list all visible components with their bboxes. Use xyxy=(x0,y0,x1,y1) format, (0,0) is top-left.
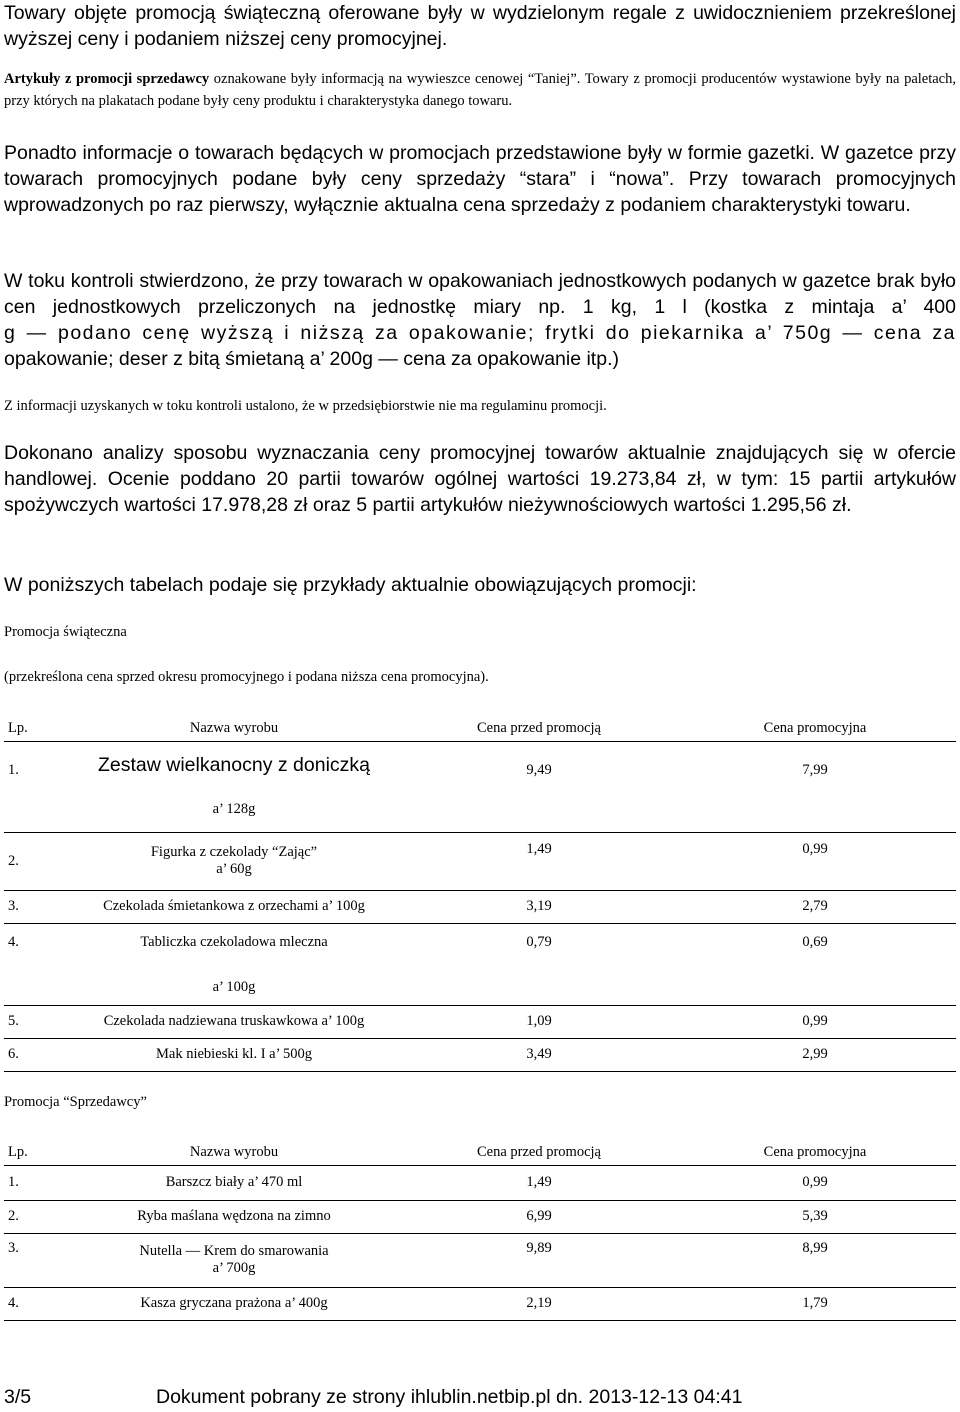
row-name-main: Zestaw wielkanocny z doniczką xyxy=(97,753,371,776)
row-before: 9,49 xyxy=(404,741,674,832)
row-name: Czekolada śmietankowa z orzechami a’ 100g xyxy=(64,890,404,923)
row-promo: 2,79 xyxy=(674,890,956,923)
footer-source: Dokument pobrany ze strony ihlublin.netbip.pl dn. 2013-12-13 04:41 xyxy=(156,1386,743,1408)
row-promo: 1,79 xyxy=(674,1287,956,1320)
header-promo: Cena promocyjna xyxy=(674,1141,956,1165)
row-lp: 1. xyxy=(4,1165,64,1200)
row-lp: 3. xyxy=(4,1233,64,1287)
table-row xyxy=(4,1165,956,1200)
row-name xyxy=(64,923,404,1005)
header-lp: Lp. xyxy=(4,1141,64,1165)
row-lp: 5. xyxy=(4,1005,64,1038)
table-header-row xyxy=(4,1141,956,1165)
row-name: Kasza gryczana prażona a’ 400g xyxy=(64,1287,404,1320)
promo1-note: (przekreślona cena sprzed okresu promocyjnego i podana niższa cena promocyjna). xyxy=(4,669,489,685)
header-lp: Lp. xyxy=(4,717,64,741)
row-name xyxy=(64,1233,404,1287)
row-name xyxy=(64,741,404,832)
row-lp: 2. xyxy=(4,832,64,890)
row-promo: 7,99 xyxy=(674,741,956,832)
row-name: Czekolada nadziewana truskawkowa a’ 100g xyxy=(64,1005,404,1038)
row-lp: 2. xyxy=(4,1200,64,1233)
row-before: 1,49 xyxy=(404,832,674,890)
promo1-title: Promocja świąteczna xyxy=(4,624,127,640)
row-name-main: Nutella — Krem do smarowania xyxy=(139,1243,329,1259)
table-row xyxy=(4,923,956,1005)
regulation-paragraph: Z informacji uzyskanych w toku kontroli ustalono, że w przedsiębiorstwie nie ma regulaminu promocji. xyxy=(4,398,607,414)
row-promo: 0,99 xyxy=(674,1005,956,1038)
promo1-table xyxy=(4,717,956,1072)
row-name-main: Tabliczka czekoladowa mleczna xyxy=(140,933,328,950)
row-name-main: Figurka z czekolady “Zając” xyxy=(150,844,318,860)
row-lp: 3. xyxy=(4,890,64,923)
table-row xyxy=(4,1038,956,1071)
row-lp: 4. xyxy=(4,923,64,1005)
row-lp: 4. xyxy=(4,1287,64,1320)
row-name: Ryba maślana wędzona na zimno xyxy=(64,1200,404,1233)
row-promo: 0,69 xyxy=(674,923,956,1005)
row-before: 0,79 xyxy=(404,923,674,1005)
table-row xyxy=(4,1287,956,1320)
promo2-title: Promocja “Sprzedawcy” xyxy=(4,1094,147,1110)
row-name-sub: a’ 100g xyxy=(212,978,256,995)
row-lp: 6. xyxy=(4,1038,64,1071)
unit-price-line-3: opakowanie; deser z bitą śmietaną a’ 200g — cena za opakowanie itp.) xyxy=(4,348,619,370)
row-before: 1,09 xyxy=(404,1005,674,1038)
row-name-sub: a’ 128g xyxy=(212,800,256,817)
row-promo: 0,99 xyxy=(674,1165,956,1200)
table-row xyxy=(4,1005,956,1038)
seller-promo-bold: Artykuły z promocji sprzedawcy xyxy=(4,71,210,87)
row-name xyxy=(64,832,404,890)
row-before: 6,99 xyxy=(404,1200,674,1233)
promo2-table xyxy=(4,1141,956,1321)
header-before: Cena przed promocją xyxy=(404,717,674,741)
table-row xyxy=(4,890,956,923)
table-row xyxy=(4,1233,956,1287)
analysis-paragraph: Dokonano analizy sposobu wyznaczania ceny promocyjnej towarów aktualnie znajdujących się w ofercie handlowej. Ocenie poddano 20 partii towarów ogólnej wartości 19.273,84 zł, w tym: 15 partii artykułów spożywczych wartości 17.978,28 zł oraz 5 partii artykułów nieżywnościowych wartości 1.295,56 zł. xyxy=(4,442,956,516)
row-promo: 2,99 xyxy=(674,1038,956,1071)
row-promo: 5,39 xyxy=(674,1200,956,1233)
row-lp: 1. xyxy=(4,741,64,832)
row-before: 3,19 xyxy=(404,890,674,923)
row-before: 1,49 xyxy=(404,1165,674,1200)
row-name-sub: a’ 60g xyxy=(216,861,252,877)
unit-price-paragraph xyxy=(4,268,956,372)
examples-intro: W poniższych tabelach podaje się przykłady aktualnie obowiązujących promocji: xyxy=(4,574,697,596)
row-name: Mak niebieski kl. I a’ 500g xyxy=(64,1038,404,1071)
unit-price-line-2: g — podano cenę wyższą i niższą za opakowanie; frytki do piekarnika a’ 750g — cena za xyxy=(4,322,956,344)
table-row xyxy=(4,1200,956,1233)
header-before: Cena przed promocją xyxy=(404,1141,674,1165)
row-name-sub: a’ 700g xyxy=(212,1260,256,1276)
footer-page-number: 3/5 xyxy=(4,1386,32,1408)
row-before: 2,19 xyxy=(404,1287,674,1320)
row-before: 9,89 xyxy=(404,1233,674,1287)
seller-promo-rest: oznakowane były informacją na wywieszce cenowej “Taniej”. Towary z promocji producentów wystawione były na paletach, przy których na plakatach podane były ceny produktu i charakterystyka danego towaru. xyxy=(4,71,956,109)
unit-price-line-1: W toku kontroli stwierdzono, że przy towarach w opakowaniach jednostkowych podanych w gazetce brak było cen jednostkowych przeliczonych na jednostkę miary np. 1 kg, 1 l (kostka z mintaja a’ 400 xyxy=(4,270,956,318)
table-row xyxy=(4,741,956,832)
table-header-row xyxy=(4,717,956,741)
row-promo: 8,99 xyxy=(674,1233,956,1287)
seller-promo-paragraph xyxy=(4,68,956,112)
row-promo: 0,99 xyxy=(674,832,956,890)
header-name: Nazwa wyrobu xyxy=(64,1141,404,1165)
header-promo: Cena promocyjna xyxy=(674,717,956,741)
row-before: 3,49 xyxy=(404,1038,674,1071)
row-name: Barszcz biały a’ 470 ml xyxy=(64,1165,404,1200)
header-name: Nazwa wyrobu xyxy=(64,717,404,741)
leaflet-paragraph: Ponadto informacje o towarach będących w promocjach przedstawione były w formie gazetki. W gazetce przy towarach promocyjnych podane były ceny sprzedaży “stara” i “nowa”. Przy towarach promocyjnych wprowadzonych po raz pierwszy, wyłącznie aktualna cena sprzedaży z podaniem charakterystyki towaru. xyxy=(4,142,956,216)
table-row xyxy=(4,832,956,890)
intro-paragraph: Towary objęte promocją świąteczną oferowane były w wydzielonym regale z uwidocznieniem przekreślonej wyższej ceny i podaniem niższej ceny promocyjnej. xyxy=(4,2,956,50)
